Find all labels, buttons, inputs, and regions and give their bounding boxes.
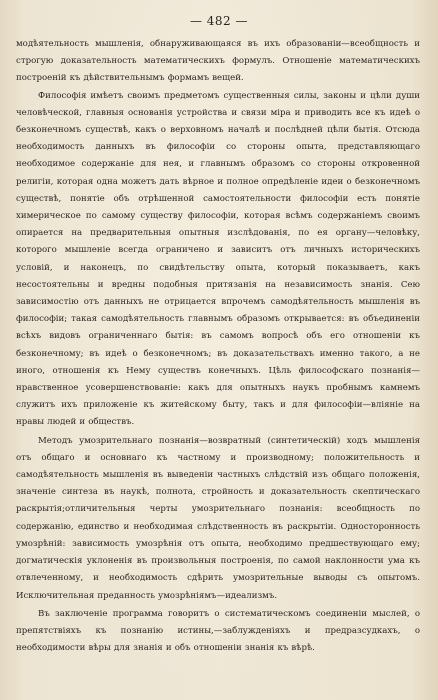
page-number: — 482 —: [189, 14, 249, 28]
paragraph-conclusion: Въ заключеніе программа говоритъ о систематическомъ соединеніи мыслей, о препятствіяхъ къ познанію истины,—заблужденіяхъ и предразсудкахъ, о необходимости вѣры для знанія и объ отношеніи знанія къ вѣрѣ.: [16, 608, 420, 654]
paragraph-method: Методъ умозрительнаго познанія—возвратный (синтетическій) ходъ мышленія отъ общаго и основнаго къ частному и производному; положительность и самодѣятельность мышленія въ выведеніи частныхъ слѣдствій изъ общаго положенія, значеніе синтеза въ наукѣ, полнота, стройность и доказательность скептическаго раскрытія;отличительныя черты умозрительнаго познанія: всеобщность по содержанію, единство и необходимая слѣдственность въ раскрытіи. Односторонность умозрѣній: зависимость умозрѣнія отъ опыта, необходимо предшествующаго ему; догматическія уклоненія въ произвольныя построенія, по самой наклонности ума къ отвлеченному, и необходимость сдѣрить умозрительные выводы съ опытомъ. Исключительная преданность умозрѣніямъ—идеализмъ.: [16, 435, 420, 601]
paragraph-continuation: модѣятельность мышленія, обнаруживающаяся въ ихъ образованіи—всеобщность и строгую доказательность математическихъ формулъ. Отношеніе математическихъ построеній къ дѣйствительнымъ формамъ вещей.: [16, 39, 420, 84]
paragraph-philosophy: Философія имѣетъ своимъ предметомъ существенныя силы, законы и цѣли души человѣческой, главныя основанія устройства и связи міра и приводить все къ идеѣ о безконечномъ существѣ, какъ о верховномъ началѣ и послѣдней цѣли бытія. Отсюда необходимость данныхъ въ философіи со стороны опыта, представляющаго необходимое содержаніе для нея, и главнымъ образомъ со стороны откровенной религіи, которая одна можетъ дать вѣрное и полное опредѣленіе идеи о безконечномъ существѣ, понятіе объ отрѣшенной самостоятельности философіи есть понятіе химерическое по самому существу философіи, которая всѣмъ содержаніемъ своимъ опирается на предварительныя опытныя изслѣдованія, по ея органу—человѣку, которого мышленіе всегда ограничено и зависитъ отъ личныхъ историческихъ условій, и наконецъ, по свидѣтельству опыта, который показываетъ, какъ несостоятельны и вредны подобныя притязанія на независимость знанія. Сею зависимостію отъ данныхъ не отрицается впрочемъ самодѣятельность мышленія въ философіи; такая самодѣятельность главнымъ образомъ открывается: въ объединеніи всѣхъ видовъ ограниченнаго бытія: въ самомъ вопросѣ объ его отношеніи къ безконечному; въ идеѣ о безконечномъ; въ доказательствахъ именно такого, а не иного, отношенія къ Нему существъ конечныхъ. Цѣль философскаго познанія—нравственное усовершенствованіе: какъ для опытныхъ наукъ пробнымъ камнемъ служитъ ихъ приложеніе къ житейскому быту, такъ и для философіи—вліяніе на нравы людей и обществъ.: [16, 90, 420, 428]
body-text: [16, 36, 420, 657]
